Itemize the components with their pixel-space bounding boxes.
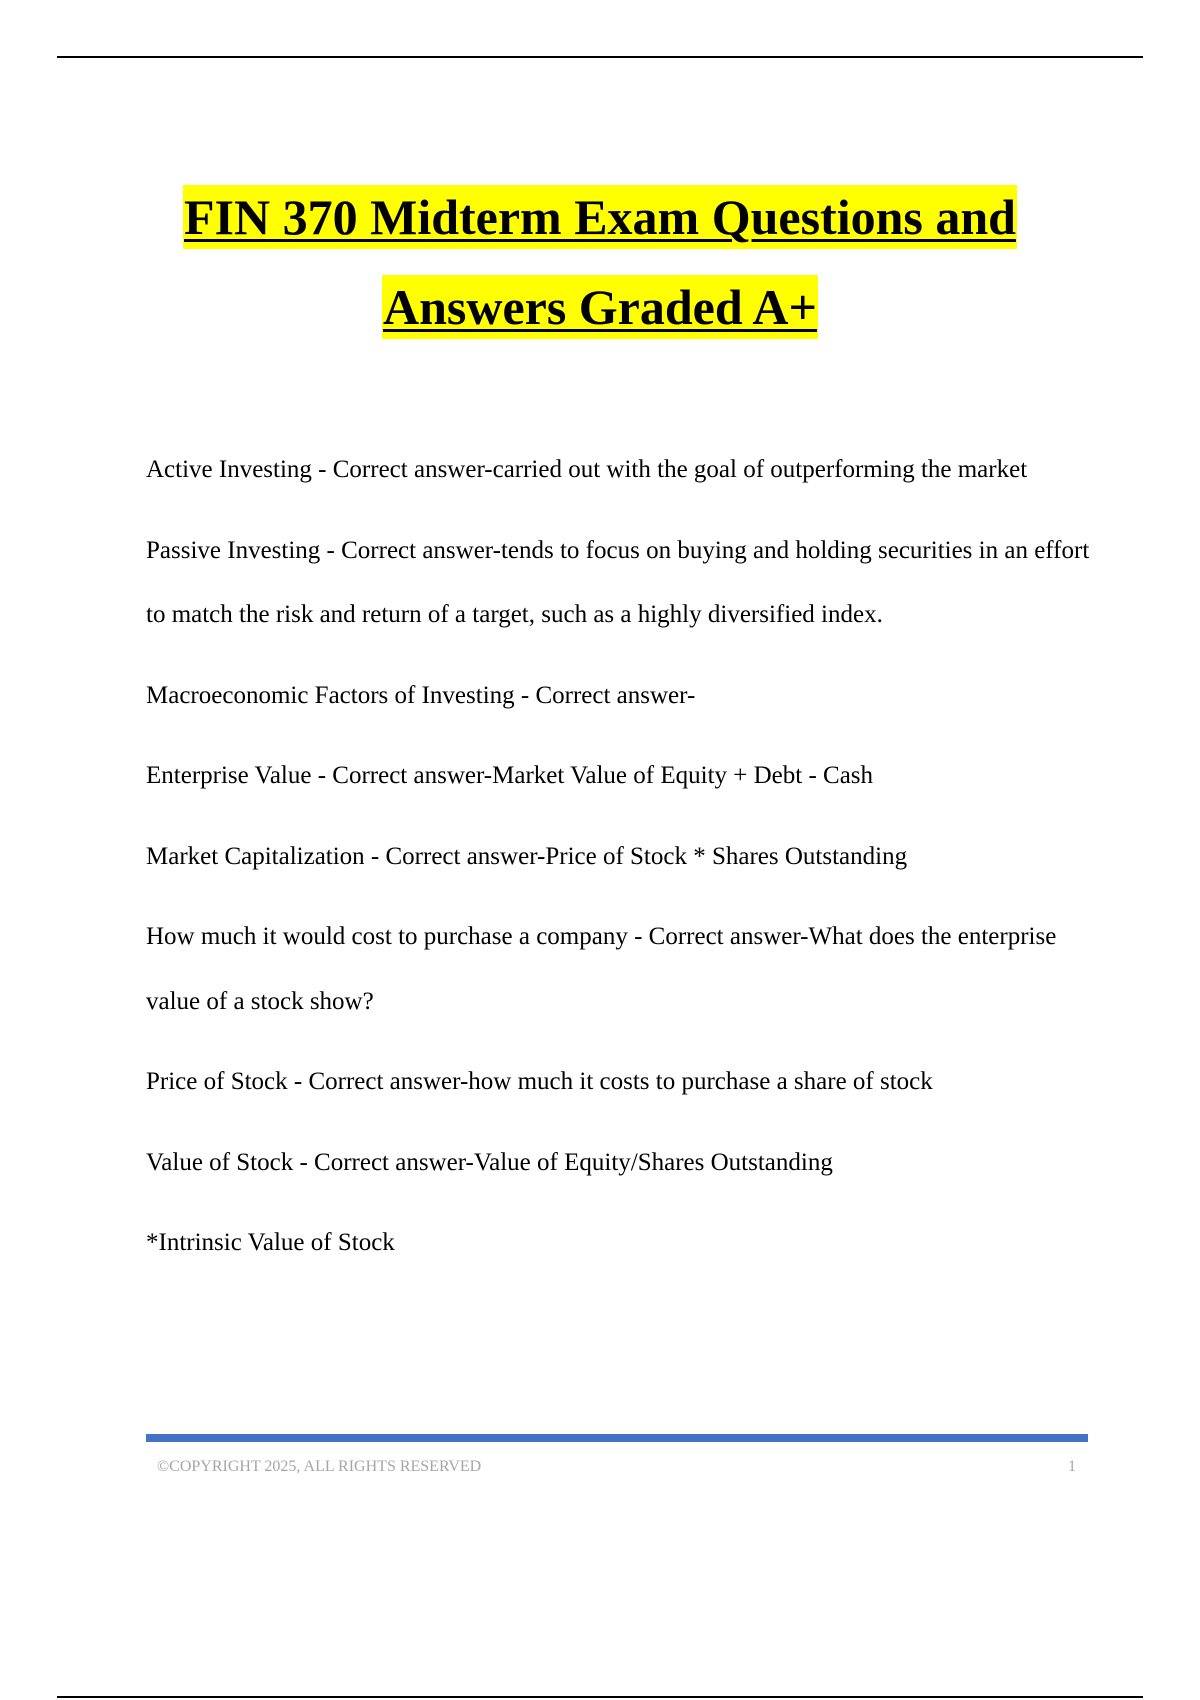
qa-entry-cost-to-purchase: How much it would cost to purchase a company - Correct answer-What does the enterprise value of a stock show? <box>146 923 1057 1015</box>
title-line-1: FIN 370 Midterm Exam Questions and <box>183 185 1017 249</box>
bottom-rule <box>57 1696 1143 1698</box>
footer-copyright: ©COPYRIGHT 2025, ALL RIGHTS RESERVED <box>157 1458 482 1475</box>
qa-entry-market-capitalization: Market Capitalization - Correct answer-Price of Stock * Shares Outstanding <box>146 842 908 870</box>
qa-entry-passive-investing: Passive Investing - Correct answer-tends to focus on buying and holding securities in an effort to match the risk and return of a target, such as a highly diversified index. <box>146 536 1090 628</box>
footer-divider <box>146 1434 1088 1442</box>
document-title <box>0 172 1200 352</box>
footer-page-number: 1 <box>1068 1458 1076 1475</box>
qa-entry-active-investing: Active Investing - Correct answer-carried out with the goal of outperforming the market <box>146 456 1028 483</box>
top-rule <box>57 56 1143 58</box>
title-line-2: Answers Graded A+ <box>382 275 818 339</box>
qa-entry-value-of-stock: Value of Stock - Correct answer-Value of Equity/Shares Outstanding <box>146 1148 833 1176</box>
qa-entry-price-of-stock: Price of Stock - Correct answer-how much it costs to purchase a share of stock <box>146 1068 933 1095</box>
qa-list <box>146 438 1091 1292</box>
qa-entry-enterprise-value: Enterprise Value - Correct answer-Market Value of Equity + Debt - Cash <box>146 762 874 789</box>
qa-entry-intrinsic-value: *Intrinsic Value of Stock <box>146 1229 395 1256</box>
qa-entry-macroeconomic-factors: Macroeconomic Factors of Investing - Correct answer- <box>146 681 696 709</box>
